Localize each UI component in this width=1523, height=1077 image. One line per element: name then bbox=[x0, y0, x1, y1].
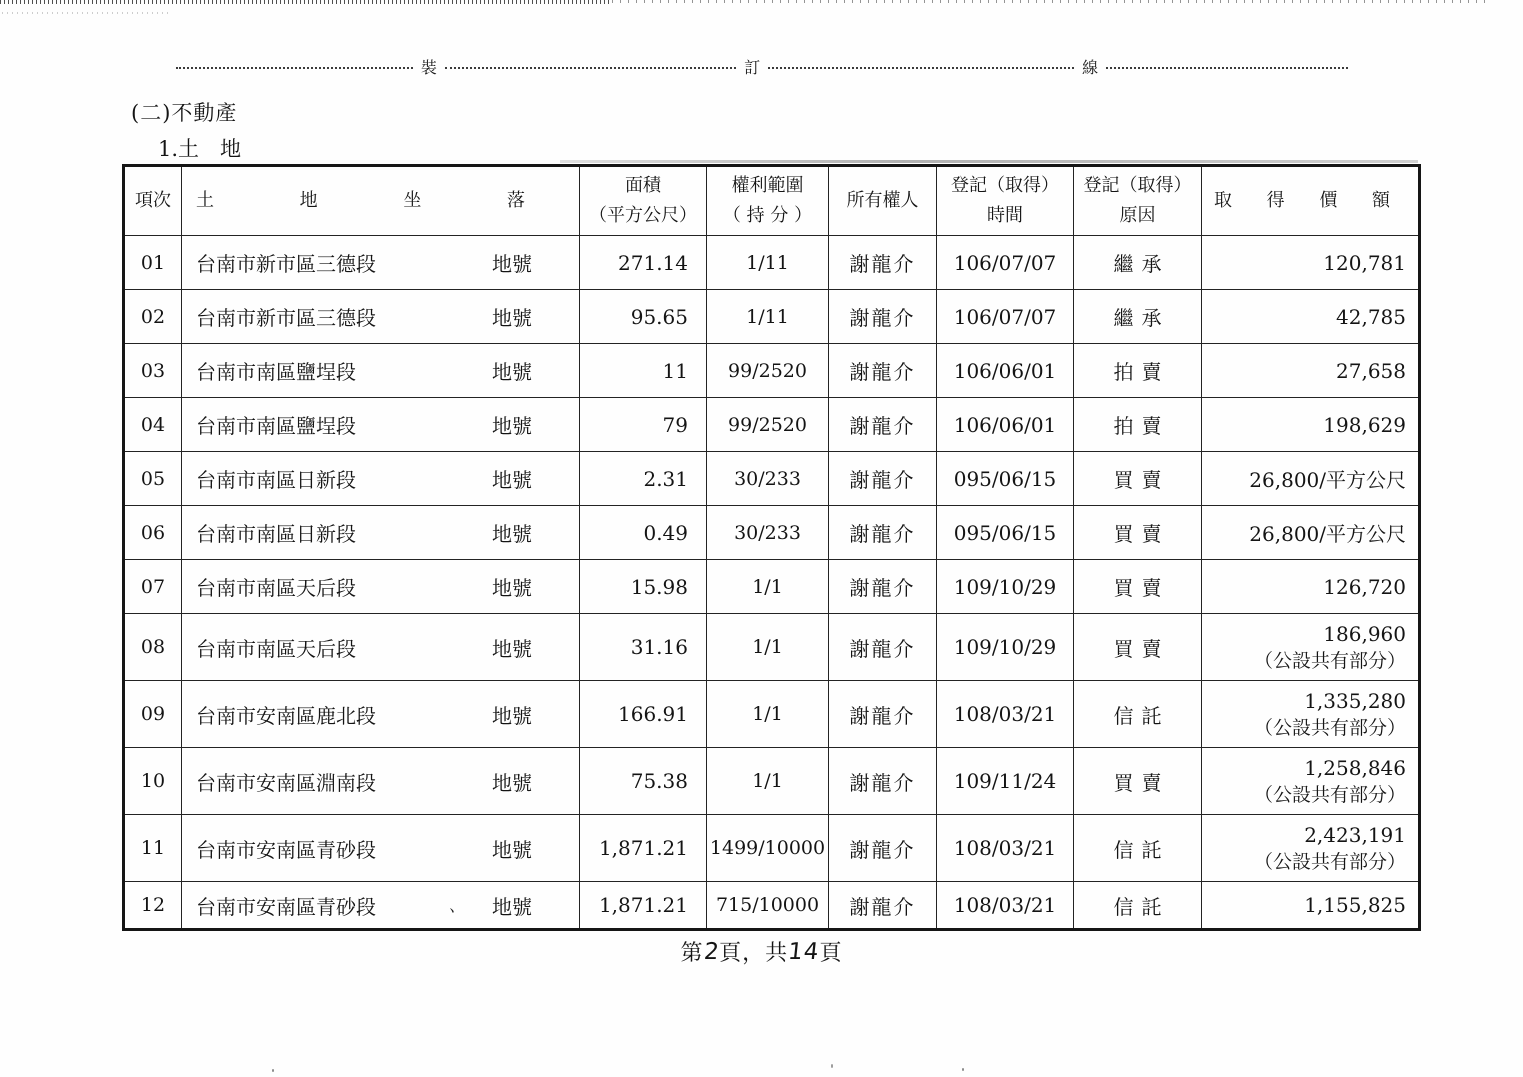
cell-area: 166.91 bbox=[580, 681, 707, 748]
location-suffix: 地號 bbox=[492, 837, 532, 862]
location-suffix: 地號 bbox=[492, 306, 532, 330]
cell-location bbox=[182, 681, 580, 748]
cell-item-no: 07 bbox=[124, 560, 182, 614]
location-segment: 台南市南區日新段 bbox=[196, 468, 356, 492]
price-amount: 27,658 bbox=[1336, 358, 1406, 383]
location-suffix: 地號 bbox=[492, 360, 532, 384]
cell-item-no: 04 bbox=[124, 398, 182, 452]
table-header-row bbox=[124, 166, 1420, 236]
scan-noise bbox=[0, 0, 610, 4]
cell-price bbox=[1202, 560, 1420, 614]
location-segment: 台南市南區日新段 bbox=[196, 522, 356, 546]
cell-share: 30/233 bbox=[707, 506, 829, 560]
cell-registration-reason: 信託 bbox=[1074, 882, 1202, 930]
location-segment: 台南市新市區三德段 bbox=[196, 306, 376, 330]
location-segment: 台南市新市區三德段 bbox=[196, 252, 376, 276]
cell-owner: 謝龍介 bbox=[829, 290, 937, 344]
cell-share: 1/1 bbox=[707, 681, 829, 748]
cell-area: 31.16 bbox=[580, 614, 707, 681]
price-note: （公設共有部分） bbox=[1253, 716, 1406, 739]
location-suffix: 地號 bbox=[492, 468, 532, 492]
cell-location bbox=[182, 398, 580, 452]
cell-item-no: 09 bbox=[124, 681, 182, 748]
cell-share: 1/11 bbox=[707, 290, 829, 344]
cell-registration-reason: 繼承 bbox=[1074, 236, 1202, 290]
header-registration-time: 登記（取得） 時間 bbox=[937, 166, 1074, 236]
cell-item-no: 03 bbox=[124, 344, 182, 398]
table-row bbox=[124, 236, 1420, 290]
price-amount: 1,335,280 bbox=[1304, 688, 1406, 713]
subsection-title: 1.土 地 bbox=[158, 137, 242, 161]
scan-noise bbox=[2, 12, 172, 14]
cell-location bbox=[182, 560, 580, 614]
header-item-no: 項次 bbox=[124, 166, 182, 236]
cell-item-no: 01 bbox=[124, 236, 182, 290]
scan-smudge bbox=[560, 160, 1418, 163]
header-registration-reason: 登記（取得） 原因 bbox=[1074, 166, 1202, 236]
cell-registration-reason: 信託 bbox=[1074, 681, 1202, 748]
cell-location bbox=[182, 506, 580, 560]
cell-registration-date: 106/07/07 bbox=[937, 236, 1074, 290]
handwritten-mark: 、 bbox=[448, 895, 468, 917]
cell-registration-reason: 買賣 bbox=[1074, 614, 1202, 681]
cell-registration-reason: 拍賣 bbox=[1074, 398, 1202, 452]
location-segment: 台南市南區鹽埕段 bbox=[196, 414, 356, 438]
price-amount: 1,258,846 bbox=[1304, 755, 1406, 780]
cell-price bbox=[1202, 748, 1420, 815]
location-segment: 台南市南區鹽埕段 bbox=[196, 360, 356, 384]
cell-registration-date: 108/03/21 bbox=[937, 882, 1074, 930]
cell-price bbox=[1202, 236, 1420, 290]
price-amount: 198,629 bbox=[1323, 412, 1406, 437]
cell-item-no: 08 bbox=[124, 614, 182, 681]
land-holdings-table bbox=[122, 164, 1421, 931]
cell-registration-date: 109/10/29 bbox=[937, 560, 1074, 614]
cell-registration-date: 106/06/01 bbox=[937, 398, 1074, 452]
cell-share: 1/11 bbox=[707, 236, 829, 290]
location-suffix: 地號 bbox=[492, 252, 532, 276]
cell-location bbox=[182, 344, 580, 398]
location-segment: 台南市安南區青砂段 bbox=[196, 894, 376, 919]
header-area: 面積 （平方公尺） bbox=[580, 166, 707, 236]
cell-share: 1499/10000 bbox=[707, 815, 829, 882]
cell-owner: 謝龍介 bbox=[829, 614, 937, 681]
cell-price bbox=[1202, 506, 1420, 560]
price-amount: 2,423,191 bbox=[1304, 822, 1406, 847]
cell-price bbox=[1202, 398, 1420, 452]
page-number-footer bbox=[0, 936, 1523, 967]
cell-owner: 謝龍介 bbox=[829, 815, 937, 882]
cell-location bbox=[182, 236, 580, 290]
table-row bbox=[124, 748, 1420, 815]
cell-area: 1,871.21 bbox=[580, 815, 707, 882]
cell-area: 271.14 bbox=[580, 236, 707, 290]
scan-noise bbox=[612, 0, 1492, 3]
cell-item-no: 11 bbox=[124, 815, 182, 882]
price-amount: 42,785 bbox=[1336, 304, 1406, 329]
cell-registration-date: 109/10/29 bbox=[937, 614, 1074, 681]
cell-share: 1/1 bbox=[707, 560, 829, 614]
cell-price bbox=[1202, 815, 1420, 882]
cell-registration-date: 095/06/15 bbox=[937, 452, 1074, 506]
binding-dotted-segment bbox=[1106, 67, 1348, 69]
cell-price bbox=[1202, 290, 1420, 344]
footer-page-number: 2 bbox=[702, 939, 721, 965]
binding-label-ding: 訂 bbox=[744, 58, 761, 77]
cell-area: 1,871.21 bbox=[580, 882, 707, 930]
price-amount: 186,960 bbox=[1323, 621, 1406, 646]
cell-price bbox=[1202, 614, 1420, 681]
price-amount: 26,800/平方公尺 bbox=[1249, 522, 1406, 546]
table-row bbox=[124, 452, 1420, 506]
cell-share: 715/10000 bbox=[707, 882, 829, 930]
table-row bbox=[124, 681, 1420, 748]
cell-location bbox=[182, 452, 580, 506]
cell-location bbox=[182, 290, 580, 344]
cell-area: 79 bbox=[580, 398, 707, 452]
cell-owner: 謝龍介 bbox=[829, 560, 937, 614]
location-suffix: 地號 bbox=[492, 522, 532, 546]
cell-share: 1/1 bbox=[707, 748, 829, 815]
cell-owner: 謝龍介 bbox=[829, 236, 937, 290]
footer-total-pages: 14 bbox=[786, 939, 821, 965]
cell-location bbox=[182, 614, 580, 681]
cell-share: 99/2520 bbox=[707, 398, 829, 452]
cell-item-no: 10 bbox=[124, 748, 182, 815]
header-land-location: 土 地 坐 落 bbox=[182, 166, 580, 236]
cell-registration-reason: 買賣 bbox=[1074, 560, 1202, 614]
table-row bbox=[124, 398, 1420, 452]
location-segment: 台南市安南區淵南段 bbox=[196, 770, 376, 795]
cell-registration-reason: 信託 bbox=[1074, 815, 1202, 882]
location-suffix: 地號 bbox=[492, 576, 532, 600]
header-owner: 所有權人 bbox=[829, 166, 937, 236]
cell-registration-date: 095/06/15 bbox=[937, 506, 1074, 560]
cell-registration-reason: 買賣 bbox=[1074, 452, 1202, 506]
location-segment: 台南市安南區青砂段 bbox=[196, 837, 376, 862]
cell-area: 75.38 bbox=[580, 748, 707, 815]
cell-item-no: 02 bbox=[124, 290, 182, 344]
cell-item-no: 12 bbox=[124, 882, 182, 930]
location-suffix: 地號 bbox=[492, 414, 532, 438]
cell-registration-date: 108/03/21 bbox=[937, 681, 1074, 748]
cell-price bbox=[1202, 681, 1420, 748]
cell-area: 95.65 bbox=[580, 290, 707, 344]
cell-registration-date: 106/06/01 bbox=[937, 344, 1074, 398]
binding-line bbox=[168, 57, 1356, 79]
location-suffix: 地號 bbox=[492, 770, 532, 795]
footer-prefix: 第 bbox=[680, 941, 704, 966]
binding-dotted-segment bbox=[768, 67, 1074, 69]
cell-owner: 謝龍介 bbox=[829, 882, 937, 930]
cell-price bbox=[1202, 452, 1420, 506]
price-note: （公設共有部分） bbox=[1253, 783, 1406, 806]
cell-area: 15.98 bbox=[580, 560, 707, 614]
cell-location bbox=[182, 882, 580, 930]
binding-label-zhuang: 裝 bbox=[420, 58, 437, 77]
scan-speck bbox=[272, 1069, 274, 1072]
cell-owner: 謝龍介 bbox=[829, 344, 937, 398]
price-note: （公設共有部分） bbox=[1253, 850, 1406, 873]
cell-item-no: 05 bbox=[124, 452, 182, 506]
price-amount: 126,720 bbox=[1323, 574, 1406, 599]
location-segment: 台南市南區天后段 bbox=[196, 576, 356, 600]
binding-dotted-segment bbox=[445, 67, 736, 69]
scan-speck bbox=[962, 1068, 964, 1071]
table-row bbox=[124, 882, 1420, 930]
cell-location bbox=[182, 748, 580, 815]
binding-dotted-segment bbox=[176, 67, 413, 69]
location-suffix: 地號 bbox=[492, 636, 532, 661]
table-row bbox=[124, 815, 1420, 882]
table-row bbox=[124, 506, 1420, 560]
cell-owner: 謝龍介 bbox=[829, 506, 937, 560]
cell-item-no: 06 bbox=[124, 506, 182, 560]
cell-share: 30/233 bbox=[707, 452, 829, 506]
cell-registration-date: 108/03/21 bbox=[937, 815, 1074, 882]
cell-price bbox=[1202, 882, 1420, 930]
table-row bbox=[124, 560, 1420, 614]
cell-registration-reason: 買賣 bbox=[1074, 748, 1202, 815]
price-amount: 120,781 bbox=[1323, 250, 1406, 275]
cell-owner: 謝龍介 bbox=[829, 452, 937, 506]
cell-price bbox=[1202, 344, 1420, 398]
price-amount: 1,155,825 bbox=[1304, 893, 1406, 917]
footer-infix: 頁，共 bbox=[719, 941, 789, 966]
cell-registration-reason: 拍賣 bbox=[1074, 344, 1202, 398]
table-row bbox=[124, 290, 1420, 344]
cell-owner: 謝龍介 bbox=[829, 748, 937, 815]
price-amount: 26,800/平方公尺 bbox=[1249, 468, 1406, 492]
scan-speck bbox=[831, 1064, 833, 1068]
cell-registration-date: 106/07/07 bbox=[937, 290, 1074, 344]
price-note: （公設共有部分） bbox=[1253, 649, 1406, 672]
table-row bbox=[124, 614, 1420, 681]
header-rights-share: 權利範圍 （ 持 分 ） bbox=[707, 166, 829, 236]
location-suffix: 地號 bbox=[492, 894, 532, 919]
section-title: (二)不動產 bbox=[131, 101, 238, 125]
location-suffix: 地號 bbox=[492, 703, 532, 728]
cell-registration-reason: 繼承 bbox=[1074, 290, 1202, 344]
binding-label-xian: 線 bbox=[1082, 58, 1099, 77]
location-segment: 台南市安南區鹿北段 bbox=[196, 703, 376, 728]
cell-registration-date: 109/11/24 bbox=[937, 748, 1074, 815]
footer-suffix: 頁 bbox=[819, 941, 843, 966]
cell-location bbox=[182, 815, 580, 882]
location-segment: 台南市南區天后段 bbox=[196, 636, 356, 661]
cell-registration-reason: 買賣 bbox=[1074, 506, 1202, 560]
table-row bbox=[124, 344, 1420, 398]
cell-area: 2.31 bbox=[580, 452, 707, 506]
cell-owner: 謝龍介 bbox=[829, 398, 937, 452]
cell-owner: 謝龍介 bbox=[829, 681, 937, 748]
cell-share: 1/1 bbox=[707, 614, 829, 681]
cell-area: 11 bbox=[580, 344, 707, 398]
cell-area: 0.49 bbox=[580, 506, 707, 560]
header-acquisition-price: 取 得 價 額 bbox=[1202, 166, 1420, 236]
cell-share: 99/2520 bbox=[707, 344, 829, 398]
